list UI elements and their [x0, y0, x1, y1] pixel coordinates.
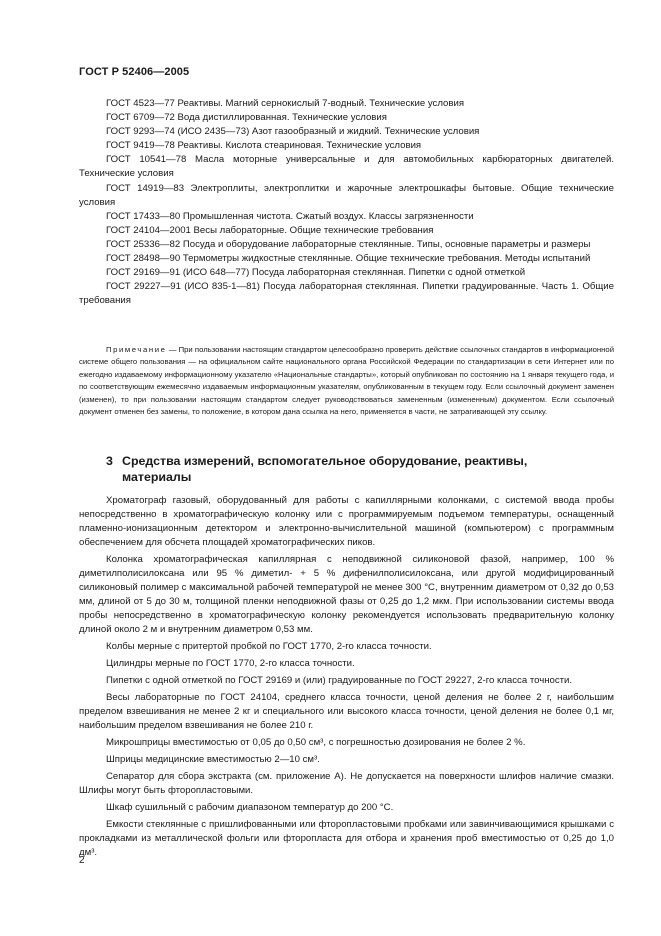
reference-item: ГОСТ 29227—91 (ИСО 835-1—81) Посуда лабораторная стеклянная. Пипетки градуированные. Часть 1. Общие требования	[79, 281, 614, 307]
body-paragraph: Шприцы медицинские вместимостью 2—10 см³.	[106, 754, 320, 765]
section-body	[79, 494, 614, 863]
body-paragraph: Емкости стеклянные с пришлифованными или фторопластовыми пробками или завинчивающимися крышками с прокладками из металлической фольги или фторопласта для отбора и хранения проб вместимостью от 0,25 до 1,0 дм³.	[79, 819, 614, 858]
reference-item: ГОСТ 14919—83 Электроплиты, электроплитки и жарочные электрошкафы бытовые. Общие технические условия	[79, 182, 614, 208]
note-block	[79, 344, 614, 418]
body-paragraph: Микрошприцы вместимостью от 0,05 до 0,50 см³, с погрешностью дозирования не более 2 %.	[106, 737, 526, 748]
body-paragraph: Колбы мерные с притертой пробкой по ГОСТ 1770, 2-го класса точности.	[106, 641, 432, 652]
page-number: 2	[79, 855, 85, 866]
body-paragraph: Хроматограф газовый, оборудованный для работы с капиллярными колонками, с системой ввода пробы непосредственно в хроматографическую колонку или с программируемым подъемом температуры, оснащенный пламенно-ионизационным детектором и электронно-вычислительной машиной (компьютером) с программным обеспечением для обсчета площадей хроматографических пиков.	[79, 495, 614, 548]
reference-item: ГОСТ 28498—90 Термометры жидкостные стеклянные. Общие технические требования. Методы испытаний	[106, 253, 591, 265]
reference-item: ГОСТ 9293—74 (ИСО 2435—73) Азот газообразный и жидкий. Технические условия	[106, 126, 480, 138]
reference-item: ГОСТ 6709—72 Вода дистиллированная. Технические условия	[106, 112, 387, 124]
reference-item: ГОСТ 9419—78 Реактивы. Кислота стеариновая. Технические условия	[106, 140, 422, 152]
body-paragraph: Сепаратор для сбора экстракта (см. приложение А). Не допускается на поверхности шлифов наличие смазки. Шлифы могут быть фторопластовыми.	[79, 771, 614, 796]
page-header: ГОСТ Р 52406—2005	[79, 66, 190, 78]
reference-item: ГОСТ 17433—80 Промышленная чистота. Сжатый воздух. Классы загрязненности	[106, 210, 474, 222]
reference-item: ГОСТ 24104—2001 Весы лабораторные. Общие технические требования	[106, 224, 434, 236]
body-paragraph: Колонка хроматографическая капиллярная с неподвижной силиконовой фазой, например, 100 % диметилполисилоксана или 95 % диметил- + 5 % дифенилполисилоксана, или другой модифицированный силиконовый полимер с максимальной рабочей температурой не менее 300 °С, внутренним диаметром от 0,32 до 0,53 мм, длиной от 5 до 30 м, толщиной пленки неподвижной фазы от 0,25 до 1,2 мкм. При использовании системы ввода пробы непосредственно в хроматографическую колонку рекомендуется использовать предварительную колонку длиной около 2 м и внутренним диаметром 0,53 мм.	[79, 554, 614, 635]
body-paragraph: Пипетки с одной отметкой по ГОСТ 29169 и (или) градуированные по ГОСТ 29227, 2-го класса точности.	[106, 675, 573, 686]
reference-item: ГОСТ 25336—82 Посуда и оборудование лабораторные стеклянные. Типы, основные параметры и размеры	[106, 238, 591, 250]
section-number: 3	[106, 454, 113, 468]
note-label: Примечание	[106, 345, 167, 354]
note-text: — При пользовании настоящим стандартом целесообразно проверить действие ссылочных стандартов в информационной системе общего пользования — на официальном сайте национального органа Российской Федерации по стандартизации в сети Интернет или по ежегодно издаваемому информационному указателю «Национальные стандарты», который опубликован по состоянию на 1 января текущего года, и по соответствующим ежемесячно издаваемым информационным указателям, опубликованным в текущем году. Если ссылочный документ заменен (изменен), то при пользовании настоящим стандартом следует руководствоваться замененным (измененным) документом. Если ссылочный документ отменен без замены, то положение, в котором дана ссылка на него, применяется в части, не затрагивающей эту ссылку.	[79, 345, 614, 417]
normative-references-list	[79, 97, 614, 308]
reference-item: ГОСТ 29169—91 (ИСО 648—77) Посуда лабораторная стеклянная. Пипетки с одной отметкой	[106, 267, 526, 279]
body-paragraph: Шкаф сушильный с рабочим диапазоном температур до 200 °С.	[106, 802, 394, 813]
reference-item: ГОСТ 10541—78 Масла моторные универсальные и для автомобильных карбюраторных двигателей. Технические условия	[79, 154, 614, 180]
reference-item: ГОСТ 4523—77 Реактивы. Магний сернокислый 7-водный. Технические условия	[106, 98, 465, 109]
section-title-line2: материалы	[122, 469, 192, 484]
body-paragraph: Цилиндры мерные по ГОСТ 1770, 2-го класса точности.	[106, 658, 355, 669]
section-title-line1: Средства измерений, вспомогательное оборудование, реактивы,	[122, 454, 528, 468]
section-heading	[106, 454, 586, 485]
body-paragraph: Весы лабораторные по ГОСТ 24104, среднего класса точности, ценой деления не более 2 г, наибольшим пределом взвешивания не менее 2 кг и специального или высокого класса точности, ценой деления не более 0,1 мг, наибольшим пределом взвешивания не более 210 г.	[79, 692, 614, 731]
